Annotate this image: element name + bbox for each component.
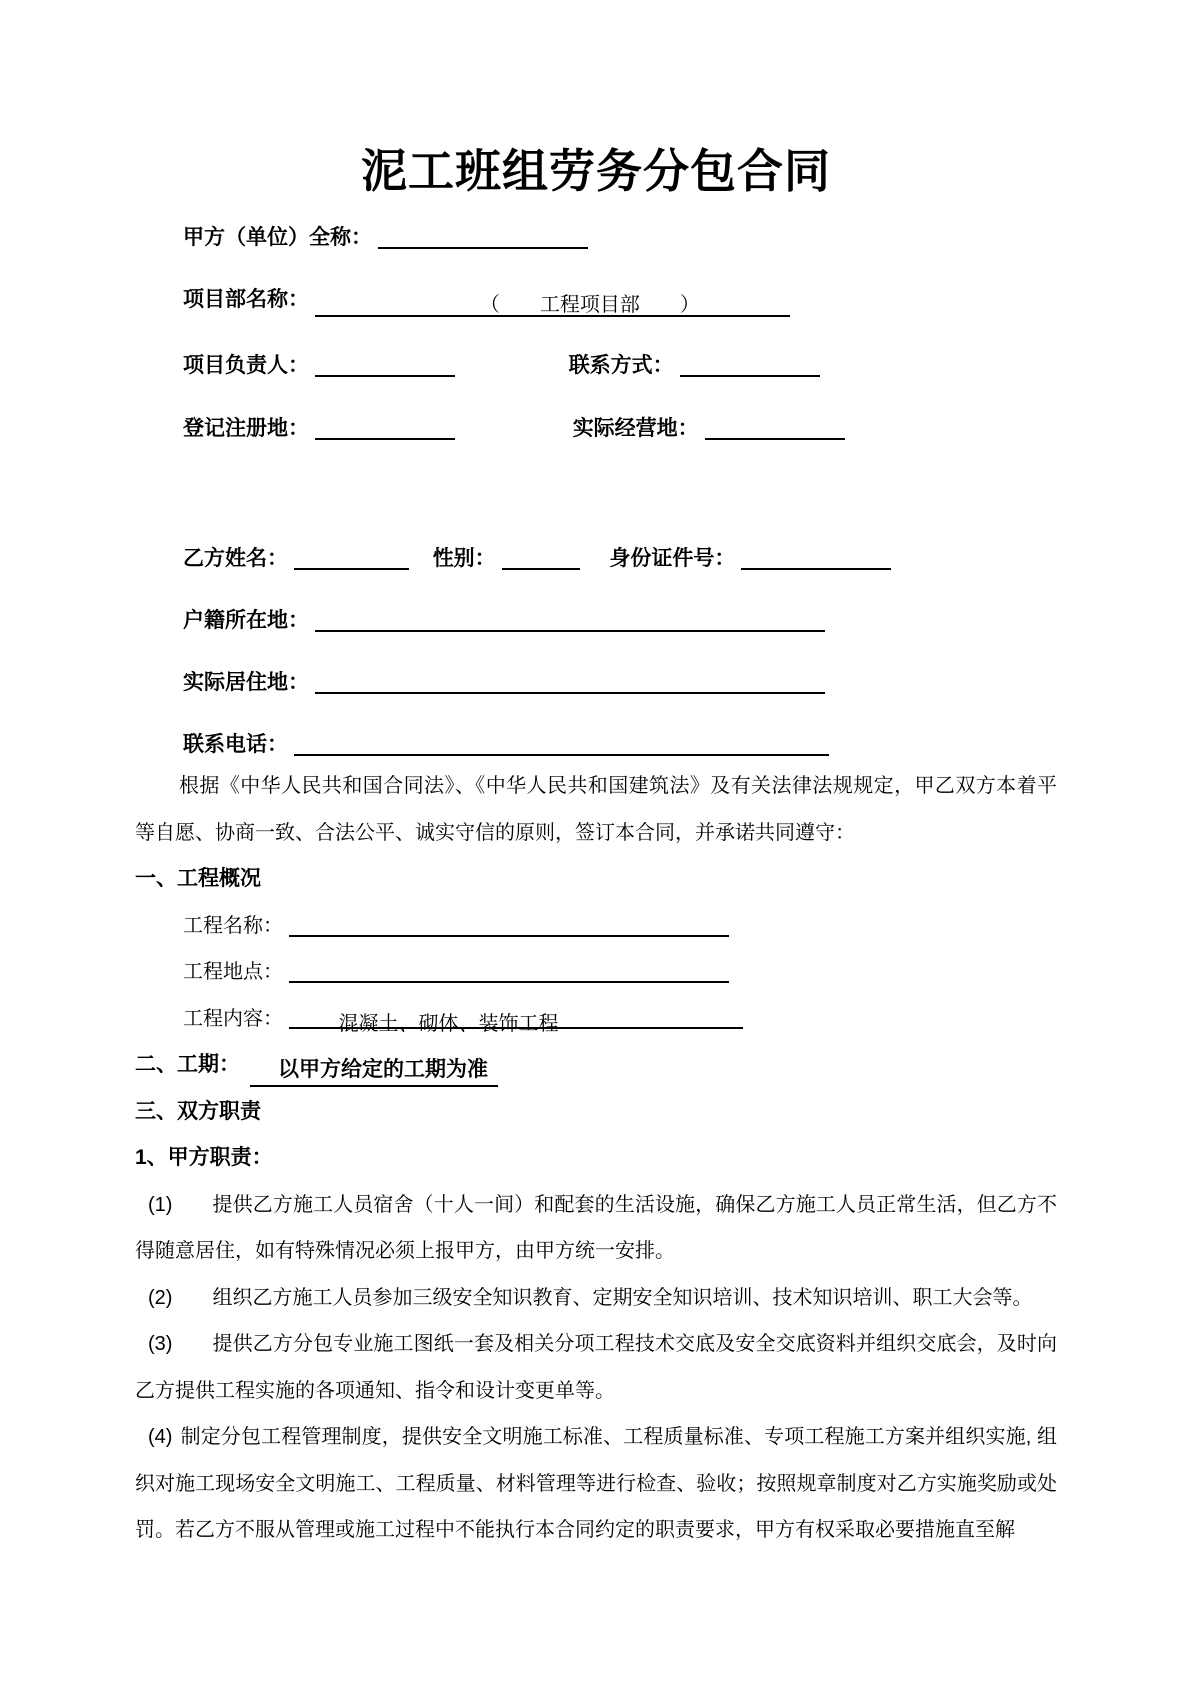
residence-address-label: 实际居住地： (183, 671, 309, 694)
contact-method-blank[interactable] (680, 351, 820, 377)
section-1-heading: 一、工程概况 (135, 867, 261, 890)
household-address-blank[interactable] (315, 606, 825, 632)
residence-address-blank[interactable] (315, 668, 825, 694)
household-address-label: 户籍所在地： (183, 609, 309, 632)
contact-method-label: 联系方式： (568, 354, 674, 377)
party-b-id-label: 身份证件号： (609, 547, 736, 570)
project-dept-row (183, 286, 1057, 317)
page-title: 泥工班组劳务分包合同 (361, 145, 831, 197)
household-address-row (183, 606, 1057, 635)
project-dept-blank[interactable] (315, 291, 790, 317)
section-3-heading: 三、双方职责 (135, 1099, 261, 1123)
project-manager-blank[interactable] (315, 351, 455, 377)
duty-item-4-marker: (4) (148, 1426, 173, 1448)
project-content-value: 混凝土、砌体、装饰工程 (338, 1012, 559, 1035)
duty-item-2-marker: (2) (148, 1286, 173, 1309)
duty-item-3-marker: (3) (148, 1333, 173, 1355)
party-b-id-blank[interactable] (741, 544, 891, 570)
party-a-duties-heading: 1、甲方职责： (135, 1146, 273, 1169)
section-2-heading-row (135, 1042, 1057, 1089)
duty-item-3-text: 提供乙方分包专业施工图纸一套及相关分项工程技术交底及安全交底资料并组织交底会，及时向乙方提供工程实施的各项通知、指令和设计变更单等。 (135, 1333, 1057, 1402)
duty-item-1-marker: (1) (148, 1193, 173, 1216)
project-dept-note: （ 工程项目部 ） (479, 294, 700, 316)
duty-item-4-text: 制定分包工程管理制度，提供安全文明施工标准、工程质量标准、专项工程施工方案并组织实施, 组织对施工现场安全文明施工、工程质量、材料管理等进行检查、验收；按照规章制度对乙方实施奖励或处罚。若乙方不服从管理或施工过程中不能执行本合同约定的职责要求，甲方有权采取必要措施直至解 (135, 1426, 1057, 1541)
project-content-blank[interactable] (289, 1001, 743, 1035)
party-b-gender-label: 性别： (432, 547, 496, 570)
party-b-name-label: 乙方姓名： (183, 547, 288, 570)
phone-blank[interactable] (294, 730, 829, 756)
manager-contact-row (183, 351, 1057, 380)
party-b-name-blank[interactable] (294, 544, 409, 570)
section-2-heading-label: 二、工期： (135, 1053, 240, 1076)
project-name-label: 工程名称： (183, 914, 283, 937)
party-a-duty-item-4 (135, 1414, 1057, 1554)
registered-address-label: 登记注册地： (183, 417, 309, 440)
project-content-row (135, 996, 1057, 1043)
business-address-label: 实际经营地： (572, 417, 699, 440)
party-a-duty-item-3 (135, 1321, 1057, 1414)
party-b-gender-blank[interactable] (502, 544, 580, 570)
project-manager-label: 项目负责人： (183, 354, 309, 377)
project-location-blank[interactable] (289, 955, 729, 983)
preamble-paragraph: 根据《中华人民共和国合同法》、《中华人民共和国建筑法》及有关法律法规规定，甲乙双方本着平等自愿、协商一致、合法公平、诚实守信的原则，签订本合同，并承诺共同遵守： (135, 775, 1057, 844)
project-location-label: 工程地点： (183, 961, 283, 983)
business-address-blank[interactable] (705, 414, 845, 440)
construction-period-value: 以甲方给定的工期为准 (250, 1055, 498, 1087)
party-a-full-name-label: 甲方（单位）全称： (183, 226, 372, 249)
project-name-blank[interactable] (289, 909, 729, 937)
party-a-duty-item-2 (135, 1275, 1057, 1322)
contract-header-form (135, 223, 1057, 759)
duty-item-1-text: 提供乙方施工人员宿舍（十人一间）和配套的生活设施，确保乙方施工人员正常生活，但乙方不得随意居住，如有特殊情况必须上报甲方，由甲方统一安排。 (135, 1193, 1057, 1262)
party-b-identity-row (183, 544, 1057, 573)
address-row (183, 414, 1057, 443)
residence-address-row (183, 668, 1057, 697)
party-a-duty-item-1 (135, 1182, 1057, 1275)
party-a-full-name-blank[interactable] (378, 223, 588, 249)
phone-label: 联系电话： (183, 733, 288, 756)
contract-body (135, 763, 1057, 1554)
party-a-full-name-row (183, 223, 1057, 252)
phone-row (183, 730, 1057, 759)
registered-address-blank[interactable] (315, 414, 455, 440)
project-content-label: 工程内容： (183, 1007, 283, 1030)
project-name-row (135, 903, 1057, 950)
duty-item-2-text: 组织乙方施工人员参加三级安全知识教育、定期安全知识培训、技术知识培训、职工大会等。 (212, 1286, 1033, 1309)
project-dept-label: 项目部名称： (183, 288, 309, 311)
project-location-row (135, 949, 1057, 996)
